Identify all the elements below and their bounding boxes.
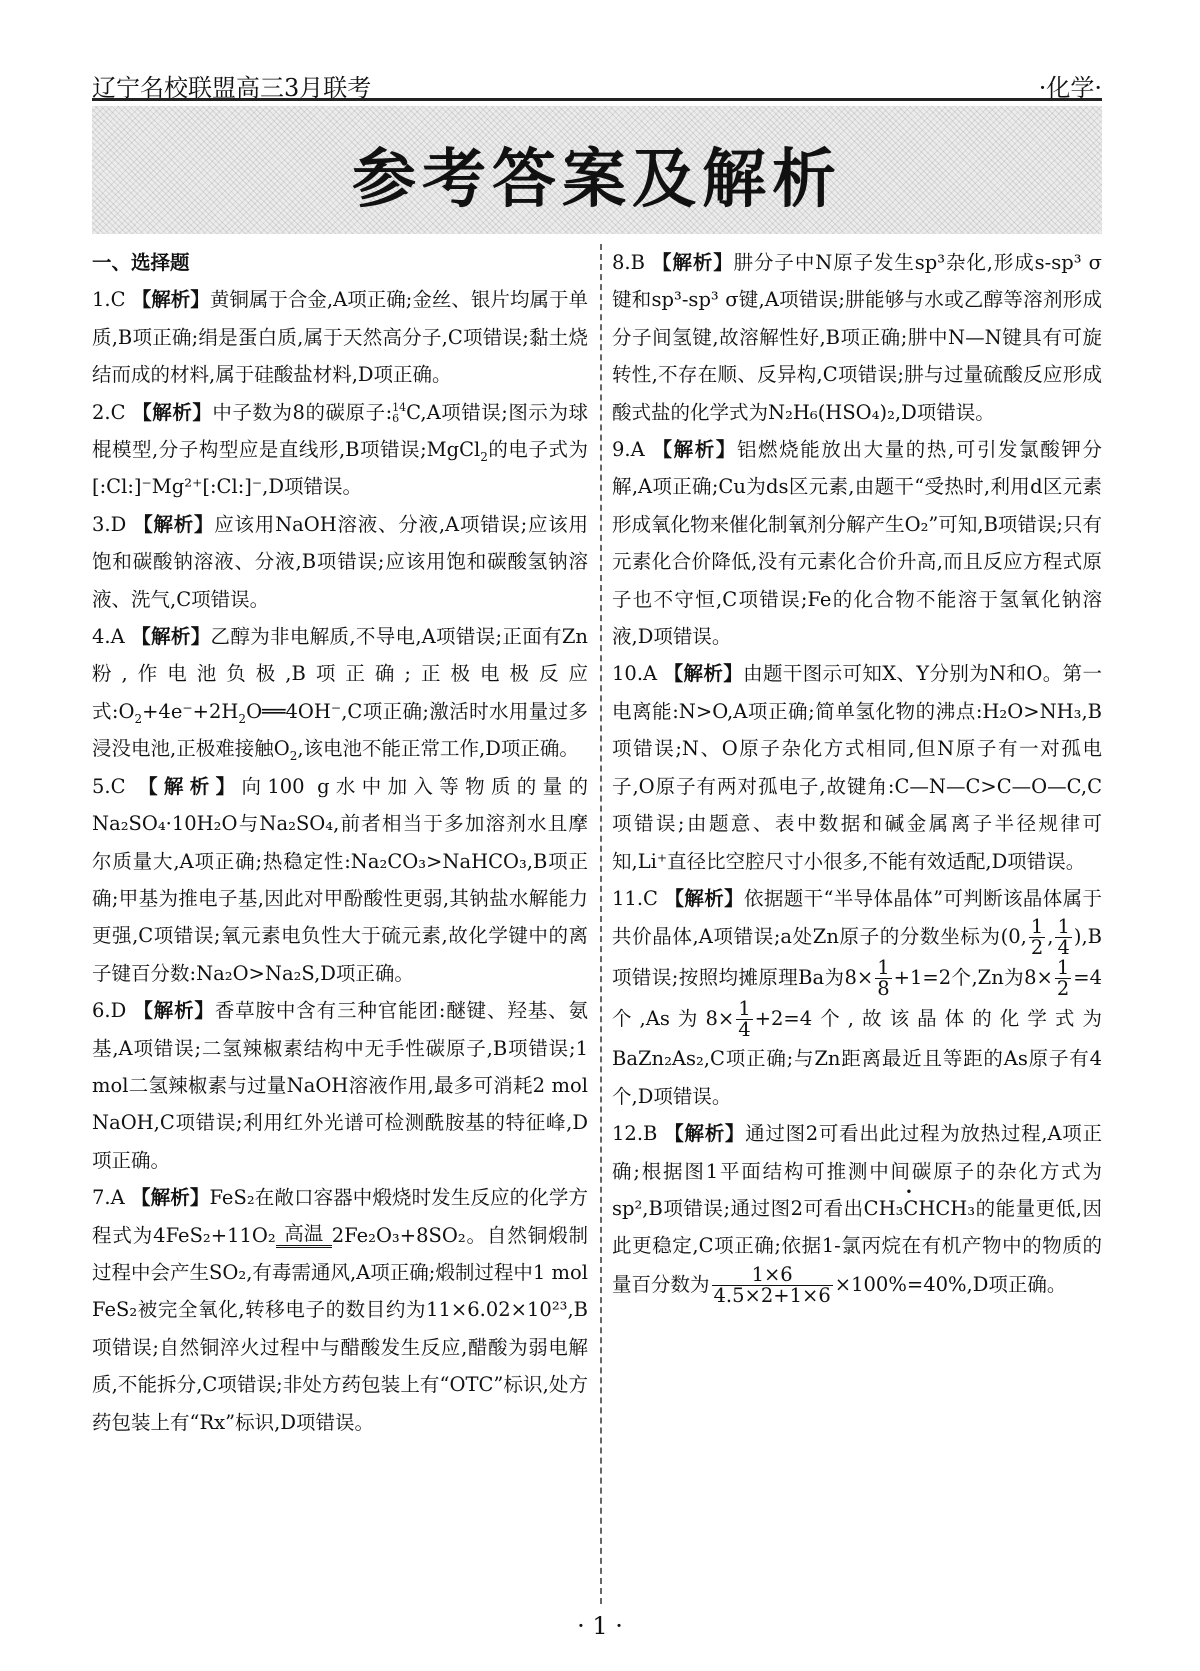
answer-text: 由题干图示可知X、Y分别为N和O。第一电离能:N>O,A项正确;简单氢化物的沸点:H₂O>NH₃,B项错误;N、O原子杂化方式相同,但N原子有一对孤电子,O原子有两对孤电子,故键角:C—N—C>C—O—C,C项错误;由题意、表中数据和碱金属离子半径规律可知,Li⁺直径比空腔尺寸小很多,不能有效适配,D项错误。 [612,662,1102,873]
answer-number: 10.A [612,662,658,686]
analysis-tag: 【解析】 [132,400,213,424]
answer-number: 12.B [612,1122,658,1146]
answer-item-7: 7.A 【解析】FeS₂在敞口容器中煅烧时发生反应的化学方程式为4FeS₂+11O₂ 高温 2Fe₂O₃+8SO₂。自然铜煅制过程中会产生SO₂,有毒需通风,A项正确;煅制过程中1 mol FeS₂被完全氧化,转移电子的数目约为11×6.02×10²³,B项错误;自然铜淬火过程中与醋酸发生反应,醋酸为弱电解质,不能拆分,C项错误;非处方药包装上有“OTC”标识,处方药包装上有“Rx”标识,D项错误。 [92,1186,588,1434]
analysis-tag: 【解析】 [133,999,215,1023]
page-number: · 1 · [577,1612,623,1640]
fraction: $\frac{1}{4}$ [1057,915,1070,960]
fraction: $\frac{1}{4}$ [738,997,751,1042]
section-title: 一、选择题 [92,251,190,274]
electron-formula: [:Cl:]⁻Mg²⁺[:Cl:]⁻ [92,475,263,499]
answer-number: 1.C [92,288,126,312]
header-rule [92,98,1102,101]
answer-text: 黄铜属于合金,A项正确;金丝、银片均属于单质,B项正确;绢是蛋白质,属于天然高分子,C项错误;黏土烧结而成的材料,属于硅酸盐材料,D项正确。 [92,288,588,387]
analysis-tag: 【解析】 [664,1122,746,1146]
answer-item-9 [612,431,1102,655]
fraction: $\frac{1}{2}$ [1056,956,1070,1001]
analysis-tag: 【解析】 [652,438,737,462]
banner-title: 参考答案及解析 [352,143,842,217]
answer-number: 2.C [92,400,126,424]
answer-item-1 [92,281,588,393]
answer-text: 香草胺中含有三种官能团:醚键、羟基、氨基,A项错误;二氢辣椒素结构中无手性碳原子,B项错误;1 mol二氢辣椒素与过量NaOH溶液作用,最多可消耗2 mol NaOH,C项错误;利用红外光谱可检测酰胺基的特征峰,D项正确。 [92,999,588,1172]
answer-number: 11.C [612,886,658,910]
reaction-condition: 高温 [276,1225,332,1248]
analysis-tag: 【解析】 [138,774,242,798]
radical-carbon: • C [903,1190,918,1227]
answer-text: 应该用NaOH溶液、分液,A项错误;应该用饱和碳酸钠溶液、分液,B项错误;应该用饱和碳酸氢钠溶液、洗气,C项错误。 [92,512,589,611]
left-column [92,244,588,1441]
answer-number: 5.C [92,774,126,798]
answer-item-10 [612,655,1102,879]
fraction: $\frac{1}{8}$ [877,956,890,1001]
answer-item-3 [92,506,588,618]
exam-title: 辽宁名校联盟高三3月联考 [92,74,372,102]
analysis-tag: 【解析】 [664,886,744,910]
answer-item-6 [92,992,588,1179]
column-divider [600,244,602,1604]
answer-number: 9.A [612,438,645,462]
analysis-tag: 【解析】 [663,662,744,686]
analysis-tag: 【解析】 [652,251,734,274]
right-column [612,244,1102,1306]
answer-number: 6.D [92,999,127,1023]
answer-text: 铝燃烧能放出大量的热,可引发氯酸钾分解,A项正确;Cu为ds区元素,由题干“受热时,利用d区元素形成氧化物来催化制氧剂分解产生O₂”可知,B项错误;只有元素化合价降低,没有元素化合价升高,而且反应方程式原子也不守恒,C项错误;Fe的化合物不能溶于氢氧化钠溶液,D项错误。 [612,438,1102,649]
answer-item-8 [612,244,1102,431]
analysis-tag: 【解析】 [131,625,211,649]
fraction: $\frac{1}{2}$ [1030,915,1044,960]
page-header [92,66,1102,100]
answer-item-2: 2.C 【解析】中子数为8的碳原子: 14 6 C,A项错误;图示为球棍模型,分子构型应是直线形,B项错误;MgCl$_2$的电子式为[:Cl:]⁻Mg²⁺[:Cl:]⁻,D项错误。 [92,400,588,499]
analysis-tag: 【解析】 [131,1186,210,1210]
answer-text: 向100 g水中加入等物质的量的Na₂SO₄·10H₂O与Na₂SO₄,前者相当于多加溶剂水且摩尔质量大,A项正确;热稳定性:Na₂CO₃>NaHCO₃,B项正确;甲基为推电子基,因此对甲酚酸性更弱,其钠盐水解能力更强,C项错误;氧元素电负性大于硫元素,故化学键中的离子键百分数:Na₂O>Na₂S,D项正确。 [92,774,588,985]
answer-number: 3.D [92,512,127,536]
answer-item-12: 12.B 【解析】通过图2可看出此过程为放热过程,A项正确;根据图1平面结构可推测中间碳原子的杂化方式为sp²,B项错误;通过图2可看出CH₃• CHCH₃的能量更低,因此更稳定,C项正确;依据1-氯丙烷在有机产物中的物质的量百分数为 $\frac{1\times 6}{4.5\times 2+1\times 6}$ ×100%=40%,D项正确。 [612,1115,1102,1306]
answer-number: 4.A [92,625,125,649]
answer-item-5 [92,768,588,992]
subject-label: ·化学· [1038,74,1102,102]
analysis-tag: 【解析】 [131,288,210,312]
answer-item-4: 4.A 【解析】乙醇为非电解质,不导电,A项错误;正面有Zn粉,作电池负极,B项正确;正极电极反应式$:O_2+4e^-+2H_2O══4OH^-,C$项正确;激活时水用量过多浸没电池,正极难接触$O_2$,该电池不能正常工作,D项正确。 [92,625,588,764]
title-banner [92,106,1102,234]
answer-text: 肼分子中N原子发生sp³杂化,形成s-sp³ σ键和sp³-sp³ σ键,A项错误;肼能够与水或乙醇等溶剂形成分子间氢键,故溶解性好,B项正确;肼中N—N键具有可旋转性,不存在顺、反异构,C项错误;肼与过量硫酸反应形成酸式盐的化学式为N₂H₆(HSO₄)₂,D项错误。 [612,251,1102,424]
answer-number: 7.A [92,1186,125,1210]
fraction: $\frac{1\times 6}{4.5\times 2+1\times 6}$ [713,1262,831,1307]
analysis-tag: 【解析】 [133,512,215,536]
answer-item-11: 11.C 【解析】依据题干“半导体晶体”可判断该晶体属于共价晶体,A项错误;a处Zn原子的分数坐标为(0, $\frac{1}{2}$ , $\frac{1}{4}$ ),B项错误;按照均摊原理Ba为8× $\frac{1}{8}$ +1=2个,Zn为8× $\frac{1}{2}$ =4个,As为8× $\frac{1}{4}$ +2=4个,故该晶体的化学式为BaZn₂As₂,C项正确;与Zn距离最近且等距的As原子有4个,D项错误。 [612,886,1102,1108]
answer-number: 8.B [612,251,645,274]
